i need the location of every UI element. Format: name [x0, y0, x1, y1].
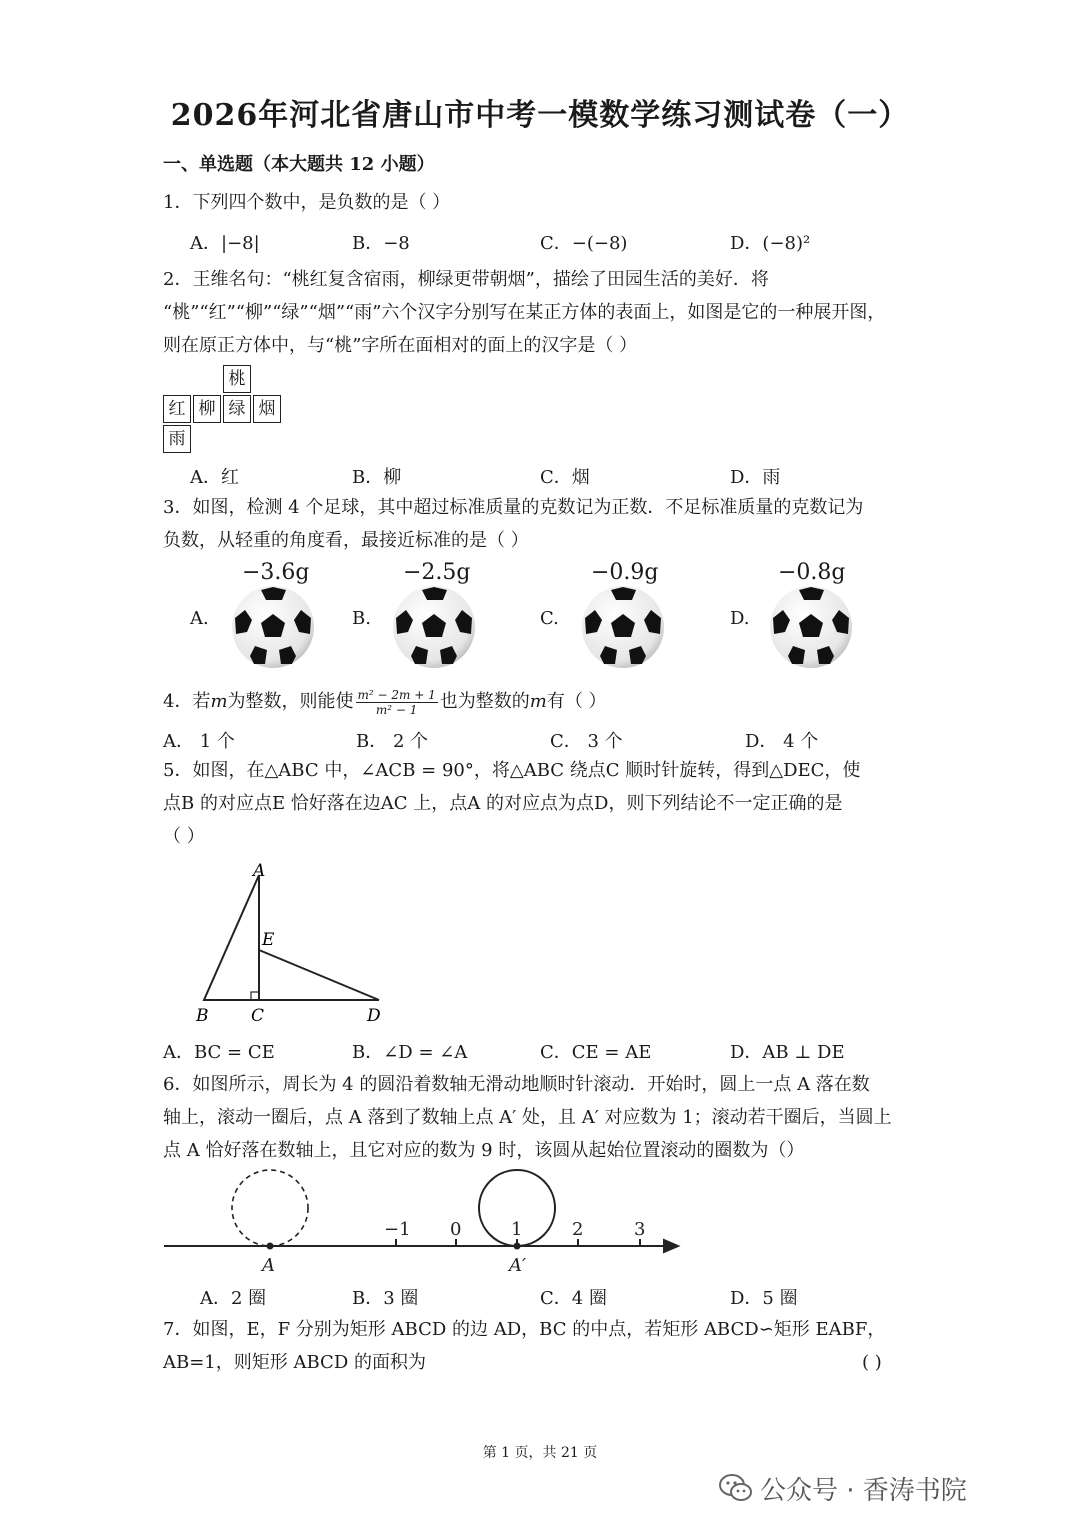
- ball-d-weight: −0.8g: [778, 560, 846, 585]
- q6-option-a: A．2 圈: [200, 1288, 267, 1309]
- tick-2: 2: [572, 1219, 584, 1240]
- tick-3: 3: [634, 1219, 646, 1240]
- q1-option-a: A．|−8|: [190, 233, 260, 254]
- q4-stem: [163, 685, 607, 718]
- q4-fraction: [356, 688, 438, 717]
- q2-option-b: B．柳: [352, 467, 402, 488]
- q1-stem: 1．下列四个数中，是负数的是（ ）: [163, 192, 451, 213]
- q4-option-d: D． 4 个: [745, 731, 819, 752]
- q4-tail: 有（ ）: [546, 691, 607, 712]
- q4-mid: 为整数，则能使: [227, 691, 354, 712]
- q1-option-b: B．−8: [352, 233, 410, 254]
- soccer-ball-d-icon: [768, 584, 854, 670]
- q6-option-b: B．3 圈: [352, 1288, 419, 1309]
- q4-option-c: C． 3 个: [550, 731, 623, 752]
- q6-number-line-figure: [160, 1165, 690, 1280]
- q7-answer-paren: ( ): [862, 1352, 882, 1373]
- q4-var-m2: m: [529, 691, 547, 712]
- net-cell-1: 红: [163, 395, 191, 423]
- watermark: 公众号 · 香涛书院: [760, 1476, 967, 1506]
- q2-line1: 2．王维名句：“桃红复含宿雨，柳绿更带朝烟”，描绘了田园生活的美好．将: [163, 269, 769, 290]
- label-d: D: [367, 1006, 381, 1026]
- q4-var-m: m: [210, 691, 228, 712]
- q4-numerator: m² − 2m + 1: [357, 687, 436, 702]
- page-title: 2026年河北省唐山市中考一模数学练习测试卷（一）: [170, 98, 910, 133]
- ball-b-weight: −2.5g: [403, 560, 471, 585]
- q4-option-b: B． 2 个: [356, 731, 429, 752]
- q3-option-d: D.: [730, 608, 750, 629]
- q4-option-a: A． 1 个: [163, 731, 235, 752]
- net-cell-4: 烟: [253, 395, 281, 423]
- page-footer: 第 1 页，共 21 页: [482, 1445, 598, 1461]
- ball-a-weight: −3.6g: [242, 560, 310, 585]
- net-cell-3: 绿: [223, 395, 251, 423]
- net-cell-bottom: 雨: [163, 425, 191, 453]
- q6-line2: 轴上，滚动一圈后，点 A 落到了数轴上点 A′ 处，且 A′ 对应数为 1；滚动若干圈后，当圆上: [163, 1107, 892, 1128]
- soccer-ball-a-icon: [230, 584, 316, 670]
- q5-line2: 点B 的对应点E 恰好落在边AC 上，点A 的对应点为点D，则下列结论不一定正确的是: [163, 793, 843, 814]
- q5-line1: 5．如图，在△ABC 中，∠ACB = 90°，将△ABC 绕点C 顺时针旋转，得到△DEC，使: [163, 760, 861, 781]
- q6-line3: 点 A 恰好落在数轴上，且它对应的数为 9 时，该圆从起始位置滚动的圈数为（）: [163, 1140, 805, 1161]
- q7-line2: AB=1，则矩形 ABCD 的面积为: [163, 1352, 426, 1373]
- q3-line2: 负数，从轻重的角度看，最接近标准的是（ ）: [163, 530, 529, 551]
- q3-option-a: A.: [190, 608, 209, 629]
- q4-post: 也为整数的: [439, 691, 530, 712]
- label-c: C: [251, 1006, 265, 1026]
- soccer-ball-c-icon: [580, 584, 666, 670]
- q3-line1: 3．如图，检测 4 个足球，其中超过标准质量的克数记为正数．不足标准质量的克数记为: [163, 497, 864, 518]
- label-a: A: [253, 861, 266, 881]
- q2-line3: 则在原正方体中，与“桃”字所在面相对的面上的汉字是（ ）: [163, 335, 638, 356]
- q1-option-c: C．−(−8): [540, 233, 628, 254]
- q2-option-a: A．红: [190, 467, 239, 488]
- net-cell-2: 柳: [193, 395, 221, 423]
- q6-option-d: D．5 圈: [730, 1288, 798, 1309]
- q5-triangle-figure: [190, 855, 400, 1030]
- q2-option-d: D．雨: [730, 467, 781, 488]
- q5-option-b: B．∠D = ∠A: [352, 1042, 468, 1063]
- net-cell-top: 桃: [223, 365, 251, 393]
- q6-line1: 6．如图所示，周长为 4 的圆沿着数轴无滑动地顺时针滚动．开始时，圆上一点 A 落在数: [163, 1074, 870, 1095]
- tick-neg1: −1: [384, 1219, 411, 1240]
- q2-line2: “桃”“红”“柳”“绿”“烟”“雨”六个汉字分别写在某正方体的表面上，如图是它的一种展开图，: [163, 302, 886, 323]
- q5-option-c: C．CE = AE: [540, 1042, 652, 1063]
- label-b: B: [196, 1006, 209, 1026]
- q4-pre: 4．若: [163, 691, 211, 712]
- q3-option-b: B.: [352, 608, 371, 629]
- ball-c-weight: −0.9g: [591, 560, 659, 585]
- soccer-ball-b-icon: [391, 584, 477, 670]
- q7-line1: 7．如图，E，F 分别为矩形 ABCD 的边 AD，BC 的中点，若矩形 ABCD∽矩形 EABF，: [163, 1319, 886, 1340]
- q4-denominator: m² − 1: [375, 702, 418, 717]
- q6-option-c: C．4 圈: [540, 1288, 607, 1309]
- point-a-label: A: [262, 1255, 275, 1276]
- q5-line3: （ ）: [163, 826, 205, 847]
- point-a-prime-label: A′: [509, 1255, 527, 1276]
- label-e: E: [262, 930, 275, 950]
- wechat-icon: [718, 1472, 754, 1504]
- q2-option-c: C．烟: [540, 467, 590, 488]
- tick-0: 0: [450, 1219, 462, 1240]
- q1-option-d: D．(−8)²: [730, 233, 811, 254]
- q3-option-c: C.: [540, 608, 559, 629]
- q5-option-a: A．BC = CE: [163, 1042, 275, 1063]
- q5-option-d: D．AB ⊥ DE: [730, 1042, 845, 1063]
- section-heading: 一、单选题（本大题共 12 小题）: [163, 154, 435, 175]
- tick-1: 1: [511, 1219, 523, 1240]
